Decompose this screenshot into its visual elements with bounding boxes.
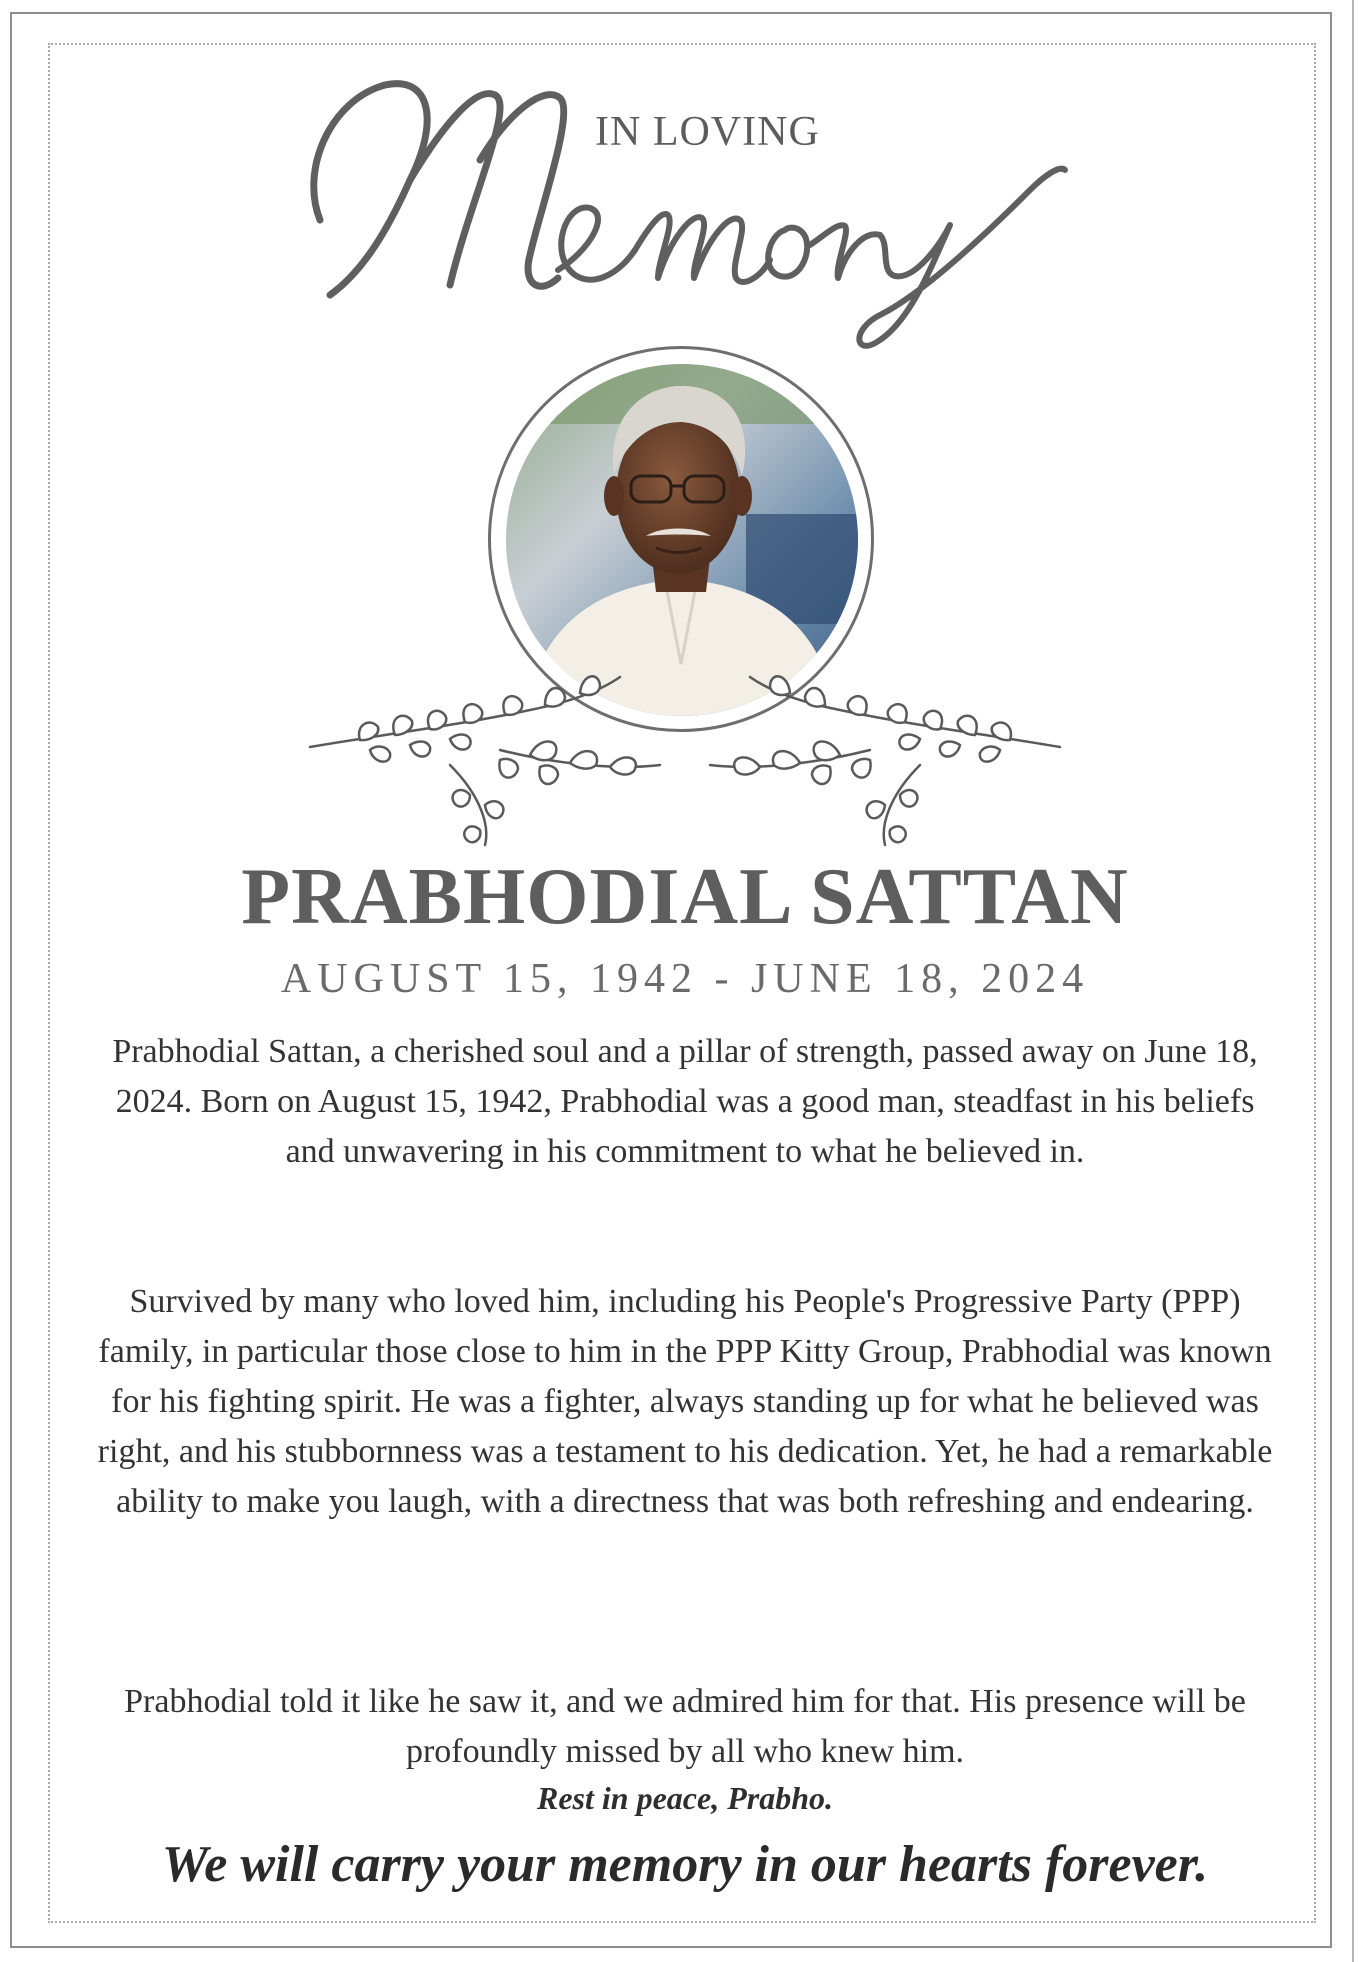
header [0, 0, 1370, 360]
rest-in-peace-line: Rest in peace, Prabho. [537, 1780, 833, 1816]
closing-line: We will carry your memory in our hearts forever. [161, 1836, 1209, 1893]
tribute-paragraph-2: Survived by many who loved him, including his People's Progressive Party (PPP) family, in particular those close to him in the PPP Kitty Group, Prabhodial was known for his fighting spirit. He was a fighter, always standing up for what he believed was right, and his stubbornness was a testament to his dedication. Yet, he had a remarkable ability to make you laugh, with a directness that was both refreshing and endearing. [97, 1283, 1273, 1520]
tribute-paragraph-3: Prabhodial told it like he saw it, and we admired him for that. His presence will be profoundly missed by all who knew him. [124, 1683, 1246, 1770]
life-dates: AUGUST 15, 1942 - JUNE 18, 2024 [280, 956, 1090, 1002]
in-loving-label: IN LOVING [595, 109, 820, 155]
laurel-branch-icon [300, 655, 1070, 850]
tribute-paragraph-1: Prabhodial Sattan, a cherished soul and a pillar of strength, passed away on June 18, 2024. Born on August 15, 1942, Prabhodial was a good man, steadfast in his beliefs and unwavering in his commitment to what he believed in. [112, 1033, 1258, 1170]
deceased-name: PRABHODIAL SATTAN [241, 853, 1129, 941]
memory-script-title [290, 40, 1080, 380]
